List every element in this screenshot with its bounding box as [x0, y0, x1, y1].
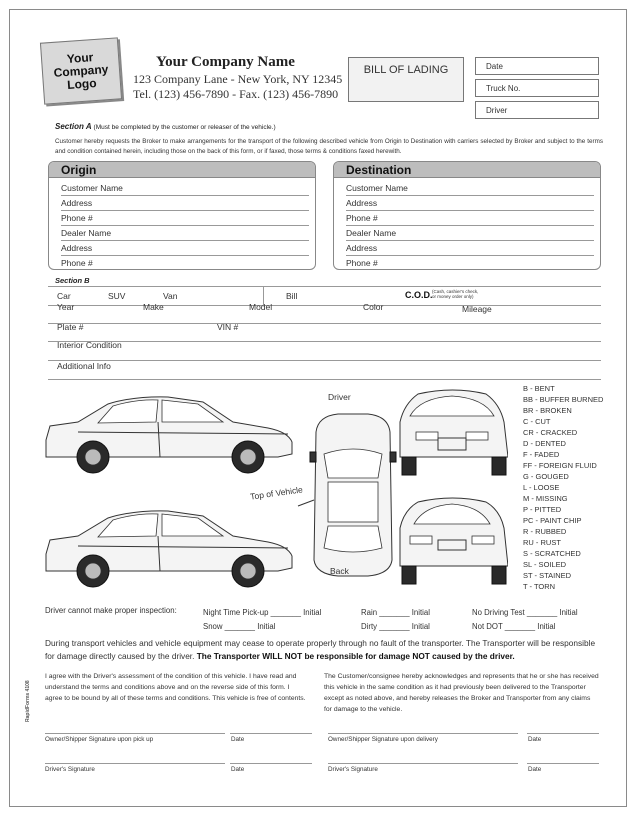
destination-dealer-phone[interactable]: Phone # [346, 257, 594, 270]
origin-customer-name[interactable]: Customer Name [61, 182, 309, 196]
cod-note [432, 289, 478, 299]
legend-item: S - SCRATCHED [523, 549, 581, 558]
legend-item: SL - SOILED [523, 560, 567, 569]
liability-text: During transport vehicles and vehicle equipment may cease to operate properly through no fault of the transporter. The Transporter will be responsible for damage directly caused by the driver. [45, 638, 596, 661]
legend-item: PC - PAINT CHIP [523, 516, 582, 525]
truck-number-field[interactable] [475, 79, 599, 97]
liability-statement [45, 637, 597, 662]
date-label: Date [231, 766, 245, 773]
bill-of-lading-form [9, 9, 627, 807]
legend-item: R - RUBBED [523, 527, 567, 536]
signature-line[interactable] [45, 733, 225, 734]
legend-item: T - TORN [523, 582, 556, 591]
date-label: Date [528, 736, 542, 743]
driver-label: Driver [486, 106, 508, 115]
back-label: Back [330, 566, 349, 576]
legend-item: D - DENTED [523, 439, 566, 448]
logo-line-2: Company [53, 61, 109, 80]
logo-line-3: Logo [66, 75, 97, 92]
divider [48, 379, 601, 380]
vin-field[interactable]: VIN # [217, 322, 239, 332]
not-dot-initial[interactable]: Not DOT _______ Initial [472, 622, 556, 631]
document-title-box [348, 57, 464, 102]
divider [48, 286, 601, 287]
origin-dealer-phone[interactable]: Phone # [61, 257, 309, 270]
destination-address[interactable]: Address [346, 197, 594, 211]
legend-item: G - GOUGED [523, 472, 569, 481]
snow-initial[interactable]: Snow _______ Initial [203, 622, 276, 631]
section-a-note: (Must be completed by the customer or releaser of the vehicle.) [93, 124, 276, 131]
destination-dealer-address[interactable]: Address [346, 242, 594, 256]
additional-info-field[interactable]: Additional Info [57, 361, 111, 371]
section-b-title: Section B [55, 276, 90, 285]
divider [48, 341, 601, 342]
origin-phone[interactable]: Phone # [61, 212, 309, 226]
divider [48, 305, 601, 306]
date-label: Date [486, 62, 503, 71]
origin-address[interactable]: Address [61, 197, 309, 211]
divider [48, 323, 601, 324]
legend-item: BB - BUFFER BURNED [523, 395, 604, 404]
legend-item: CR - CRACKED [523, 428, 578, 437]
destination-title: Destination [334, 162, 600, 178]
night-pickup-initial[interactable]: Night Time Pick-up _______ Initial [203, 608, 322, 617]
legend-item: C - CUT [523, 417, 551, 426]
origin-dealer-name[interactable]: Dealer Name [61, 227, 309, 241]
section-a-title: Section A [55, 122, 92, 131]
rain-initial[interactable]: Rain _______ Initial [361, 608, 430, 617]
destination-phone[interactable]: Phone # [346, 212, 594, 226]
date-field[interactable] [475, 57, 599, 75]
pickup-agreement: I agree with the Driver's assessment of the condition of this vehicle. I have read and understand the terms and conditions above and on the reverse side of this form. I agree to be bound by all of these terms and conditions. This vehicle is free of contents. [45, 673, 306, 702]
owner-delivery-signature-label: Owner/Shipper Signature upon delivery [328, 736, 438, 743]
delivery-agreement: The Customer/consignee hereby acknowledges and represents that he or she has received this vehicle in the same condition as it had previously been delivered to the Transporter except as noted above, and hereby releases the Broker and Transporter from any claims for damage to the vehicle. [324, 673, 599, 713]
date-line[interactable] [230, 763, 312, 764]
side-view-car-1[interactable] [46, 397, 292, 473]
make-field[interactable]: Make [143, 302, 164, 312]
destination-panel [333, 161, 601, 270]
driver-signature-label: Driver's Signature [328, 766, 378, 773]
top-view-car[interactable] [298, 414, 396, 576]
mileage-field[interactable]: Mileage [462, 304, 492, 314]
interior-condition-field[interactable]: Interior Condition [57, 340, 122, 350]
legend-item: P - PITTED [523, 505, 562, 514]
no-driving-test-initial[interactable]: No Driving Test _______ Initial [472, 608, 578, 617]
section-a-heading [55, 122, 276, 131]
front-view-car[interactable] [400, 390, 508, 475]
legend-item: M - MISSING [523, 494, 568, 503]
company-phone-fax: Tel. (123) 456-7890 - Fax. (123) 456-7890 [133, 87, 339, 101]
section-a-text: Customer hereby requests the Broker to make arrangements for the transport of the following described vehicle from Origin to Destination with carriers selected by Broker and subject to the terms and condition contained herein, including those on the back of this form, or if faxed, those terms & conditions faxed herewith. [55, 138, 603, 155]
date-label: Date [528, 766, 542, 773]
driver-side-label: Driver [328, 392, 351, 402]
plate-field[interactable]: Plate # [57, 322, 84, 332]
side-view-car-2[interactable] [46, 511, 292, 587]
date-line[interactable] [527, 763, 599, 764]
destination-dealer-name[interactable]: Dealer Name [346, 227, 594, 241]
top-of-vehicle-label: Top of Vehicle [249, 484, 304, 502]
company-logo [40, 37, 122, 104]
cod-note-line-2: or money order only) [432, 294, 474, 299]
type-suv[interactable]: SUV [108, 291, 126, 301]
company-address: 123 Company Lane - New York, NY 12345 [133, 72, 343, 86]
legend-item: F - FADED [523, 450, 560, 459]
legend-item: B - BENT [523, 384, 555, 393]
payment-cod[interactable]: C.O.D. [405, 290, 433, 300]
legend-item: ST - STAINED [523, 571, 572, 580]
year-field[interactable]: Year [57, 302, 75, 312]
signature-line[interactable] [45, 763, 225, 764]
type-car[interactable]: Car [57, 291, 71, 301]
origin-panel [48, 161, 316, 270]
truck-label: Truck No. [486, 84, 521, 93]
divider [48, 360, 601, 361]
legend-item: FF - FOREIGN FLUID [523, 461, 597, 470]
origin-title: Origin [49, 162, 315, 178]
company-name: Your Company Name [156, 54, 295, 70]
cod-note-line-1: (Cash, cashier's check, [432, 289, 479, 294]
document-title: BILL OF LADING [363, 64, 449, 76]
legend-item: BR - BROKEN [523, 406, 572, 415]
form-number-mark: RapidForms 4108 [25, 680, 31, 722]
signature-line[interactable] [328, 733, 518, 734]
date-line[interactable] [230, 733, 312, 734]
logo-line-1: Your [66, 49, 94, 66]
legend-item: RU - RUST [523, 538, 561, 547]
destination-customer-name[interactable]: Customer Name [346, 182, 594, 196]
legend-item: L - LOOSE [523, 483, 560, 492]
date-label: Date [231, 736, 245, 743]
owner-pickup-signature-label: Owner/Shipper Signature upon pick up [45, 736, 154, 743]
color-field[interactable]: Color [363, 302, 384, 312]
signature-line[interactable] [328, 763, 518, 764]
inspection-title: Driver cannot make proper inspection: [45, 606, 177, 615]
driver-signature-label: Driver's Signature [45, 766, 95, 773]
model-field[interactable]: Model [249, 302, 273, 312]
payment-bill[interactable]: Bill [286, 291, 298, 301]
back-view-car[interactable] [400, 498, 508, 584]
liability-bold: The Transporter WILL NOT be responsible for damage NOT caused by the driver. [196, 650, 515, 661]
origin-dealer-address[interactable]: Address [61, 242, 309, 256]
driver-field[interactable] [475, 101, 599, 119]
date-line[interactable] [527, 733, 599, 734]
dirty-initial[interactable]: Dirty _______ Initial [361, 622, 430, 631]
type-van[interactable]: Van [163, 291, 178, 301]
